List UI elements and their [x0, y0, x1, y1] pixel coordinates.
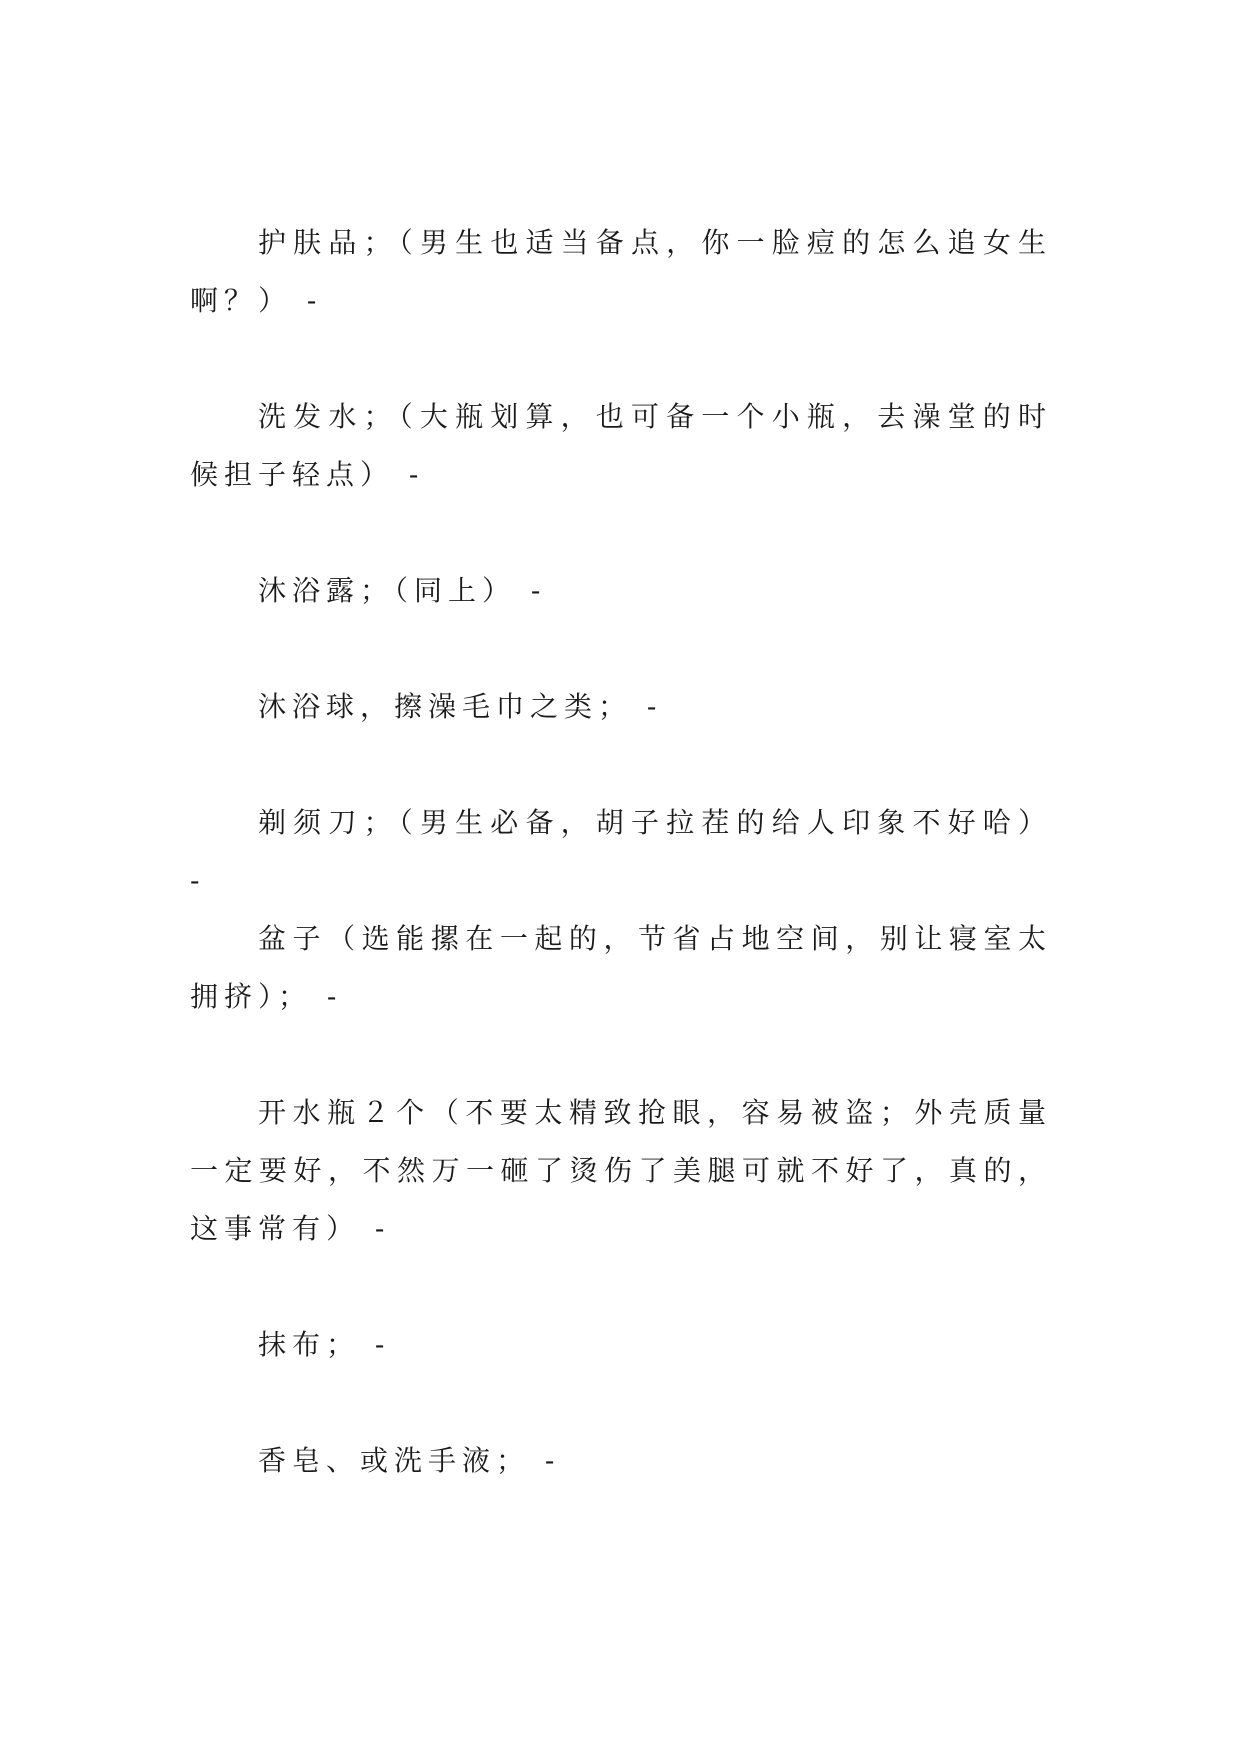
paragraph-razor: 剃须刀；（男生必备，胡子拉茬的给人印象不好哈） -	[190, 806, 1052, 897]
paragraph-soap: 香皂、或洗手液； -	[258, 1444, 561, 1477]
paragraph-rag: 抹布； -	[258, 1328, 391, 1361]
paragraph-bath-sponge: 沐浴球，擦澡毛巾之类； -	[258, 690, 663, 723]
paragraph-basin: 盆子（选能摞在一起的，节省占地空间，别让寝室太拥挤）； -	[190, 922, 1052, 1013]
paragraph-skincare: 护肤品；（男生也适当备点，你一脸痘的怎么追女生啊？） -	[190, 226, 1052, 317]
paragraph-body-wash: 沐浴露；（同上） -	[258, 574, 547, 607]
paragraph-shampoo: 洗发水；（大瓶划算，也可备一个小瓶，去澡堂的时候担子轻点） -	[190, 400, 1052, 491]
paragraph-thermos: 开水瓶２个（不要太精致抢眼，容易被盗；外壳质量一定要好，不然万一砸了烫伤了美腿可就不好了，真的，这事常有） -	[190, 1096, 1052, 1245]
